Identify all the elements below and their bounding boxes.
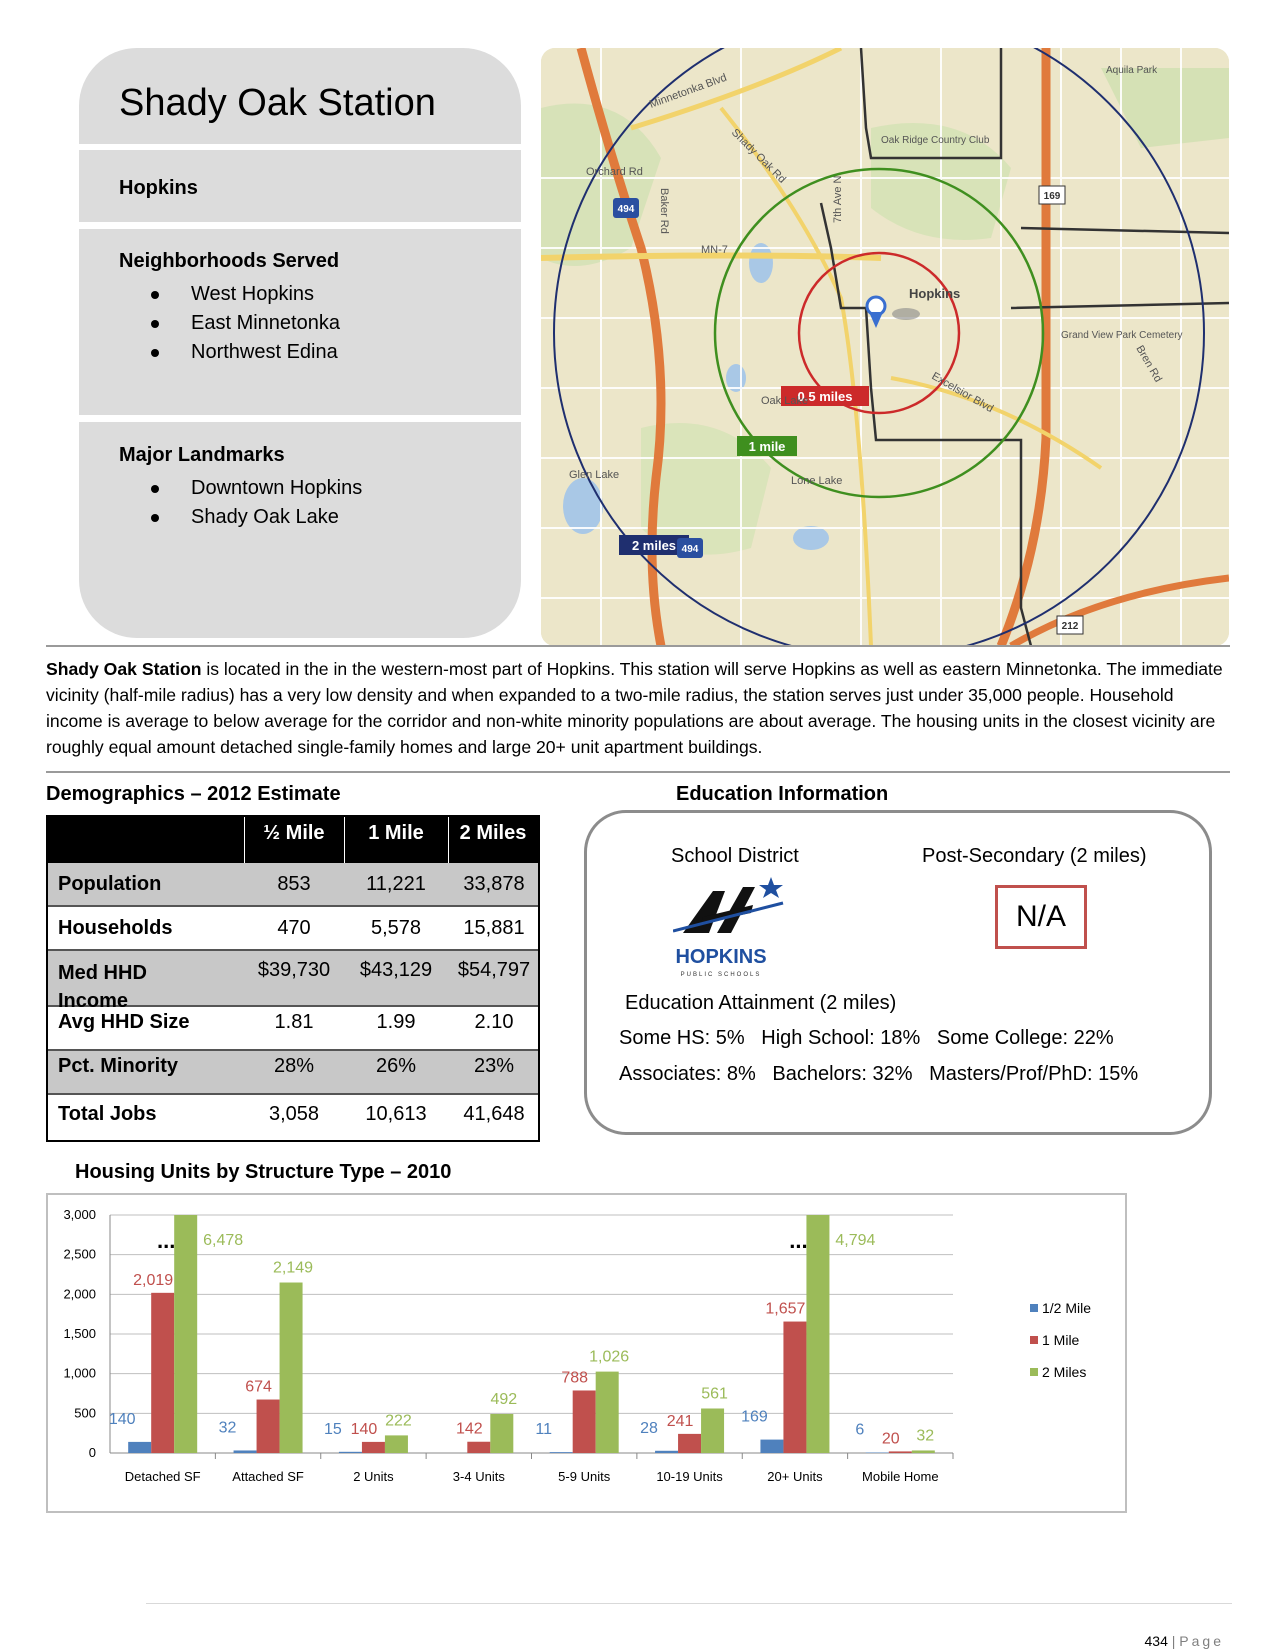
data-label: 32 [218, 1419, 237, 1437]
baker-rd-map-label: Baker Rd [658, 188, 670, 234]
table-cell: 10,613 [365, 1103, 427, 1125]
y-tick-label: 1,500 [63, 1326, 96, 1341]
truncation-marker: ... [157, 1228, 176, 1253]
table-cell: 1.99 [376, 1011, 416, 1033]
x-tick-label: Mobile Home [862, 1469, 939, 1484]
data-label: 561 [701, 1385, 728, 1403]
hopkins-map-label: Hopkins [909, 286, 961, 301]
lake [563, 478, 603, 534]
table-header [48, 817, 538, 863]
chart-bar [701, 1408, 724, 1453]
hopkins-logo-icon [673, 873, 793, 983]
legend-swatch [1030, 1304, 1038, 1312]
housing-units-chart [48, 1195, 1125, 1511]
bullet-icon [151, 514, 159, 522]
row-label: Pct. Minority [58, 1055, 179, 1077]
education-title: Education Information [676, 783, 889, 805]
x-tick-label: Detached SF [124, 1469, 201, 1484]
i494-shield-label-south: 494 [681, 544, 699, 555]
row-label: Avg HHD Size [58, 1011, 190, 1033]
table-cell: 3,058 [268, 1103, 320, 1125]
data-label: 674 [245, 1378, 272, 1396]
chart-bar [783, 1322, 806, 1453]
data-label: 241 [666, 1412, 694, 1430]
grand-view-map-label: Grand View Park Cemetery [1061, 330, 1183, 341]
data-label: 142 [455, 1420, 483, 1438]
chart-bar [678, 1434, 701, 1453]
data-label: 4,794 [835, 1232, 876, 1249]
table-row [48, 951, 538, 1012]
station-info-panel [79, 48, 521, 638]
y-tick-label: 2,000 [63, 1286, 96, 1302]
y-tick-label: 500 [74, 1405, 96, 1421]
table-cell: 28% [273, 1055, 315, 1077]
post-secondary-value: N/A [995, 885, 1087, 949]
y-tick-label: 0 [88, 1445, 96, 1460]
data-label: 2,149 [273, 1259, 314, 1277]
row-label: Total Jobs [58, 1103, 157, 1125]
chart-bar [280, 1283, 303, 1453]
chart-title: Housing Units by Structure Type – 2010 [75, 1161, 452, 1183]
hopkins-schools-logo [673, 873, 793, 983]
divider [46, 771, 1230, 773]
divider [46, 645, 1230, 647]
bullet-icon [151, 291, 159, 299]
data-label: 28 [640, 1419, 658, 1437]
data-label: 15 [324, 1420, 342, 1438]
attainment-title: Education Attainment (2 miles) [625, 992, 897, 1014]
table-cell: $54,797 [457, 959, 531, 981]
chart-bar [912, 1450, 935, 1453]
legend-label: 1/2 Mile [1042, 1300, 1092, 1316]
page-footer [1145, 1633, 1224, 1649]
x-tick-label: 3-4 Units [452, 1469, 505, 1484]
school-district-label: School District [671, 845, 799, 867]
orchard-map-label: Orchard Rd [586, 166, 643, 178]
data-label: 2,019 [133, 1271, 174, 1289]
table-cell: 853 [277, 873, 311, 895]
footer-separator: | [1171, 1633, 1176, 1649]
lake [793, 526, 829, 550]
landmarks-heading: Major Landmarks [119, 444, 285, 466]
table-cell: 11,221 [366, 873, 426, 895]
data-label: 1,657 [765, 1300, 806, 1318]
list-item: Downtown Hopkins [151, 474, 362, 503]
table-cell: 470 [277, 917, 311, 939]
logo-subtext: PUBLIC SCHOOLS [680, 972, 762, 978]
table-cell: 26% [375, 1055, 417, 1077]
chart-bar [573, 1390, 596, 1453]
x-tick-label: 10-19 Units [656, 1469, 723, 1484]
half-mile-label: 0.5 miles [797, 389, 853, 404]
chart-bar [655, 1451, 678, 1453]
x-tick-label: Attached SF [232, 1469, 304, 1484]
bullet-icon [151, 349, 159, 357]
table-row [48, 1051, 538, 1095]
x-tick-label: 5-9 Units [558, 1469, 611, 1484]
description-lead: Shady Oak Station [46, 659, 202, 679]
legend-label: 1 Mile [1042, 1332, 1080, 1348]
row-label: Households [58, 917, 173, 939]
chart-bar [128, 1442, 151, 1453]
oak-lake-map-label: Oak Lake [761, 395, 809, 407]
data-label: 1,026 [589, 1348, 630, 1366]
chart-bar [889, 1451, 912, 1453]
chart-bar [362, 1442, 385, 1453]
y-tick-label: 2,500 [63, 1246, 96, 1262]
excelsior-map-label: Excelsior Blvd [929, 370, 996, 416]
description-body: is located in the in the western-most part of Hopkins. This station will serve Hopkins as well as eastern Minnetonka. The immediate vicinity (half-mile radius) has a very low density and when expanded to a two-mile radius, the station serves just under 35,000 people. Household income is average to below average for the corridor and non-white minority populations are about average. The housing units in the closest vicinity are roughly equal amount detached single-family homes and large 20+ unit apartment buildings. [46, 659, 1223, 757]
landmarks-list [151, 474, 362, 532]
column-header: 2 Miles [459, 822, 527, 844]
table-cell: 5,578 [370, 917, 422, 939]
row-label: Population [58, 873, 162, 895]
row-label: Med HHD Income [58, 962, 147, 1012]
us169-shield-label: 169 [1043, 191, 1061, 202]
city-name: Hopkins [119, 177, 198, 199]
column-divider [448, 817, 449, 863]
data-label: 140 [350, 1420, 378, 1438]
data-label: 32 [916, 1427, 935, 1445]
table-cell: 23% [473, 1055, 515, 1077]
list-item: West Hopkins [151, 280, 340, 309]
title-box [79, 48, 521, 144]
station-title: Shady Oak Station [119, 82, 436, 124]
table-cell: 41,648 [463, 1103, 525, 1125]
chart-bar [174, 1215, 197, 1453]
list-item: Northwest Edina [151, 338, 340, 367]
truncation-marker: ... [789, 1228, 808, 1253]
chart-bar [490, 1414, 513, 1453]
column-header: ½ Mile [263, 822, 325, 844]
education-box [584, 810, 1212, 1135]
mn7-map-label: MN-7 [701, 244, 728, 256]
chart-bar [151, 1293, 174, 1453]
attainment-line-1: Some HS: 5% High School: 18% Some College: 22% [619, 1027, 1114, 1049]
data-label: 492 [490, 1390, 518, 1408]
page-word: Page [1179, 1633, 1224, 1649]
table-cell: 33,878 [463, 873, 525, 895]
attainment-line-2: Associates: 8% Bachelors: 32% Masters/Prof/PhD: 15% [619, 1063, 1139, 1085]
data-label: 788 [561, 1369, 589, 1387]
x-tick-label: 20+ Units [767, 1469, 823, 1484]
page-number: 434 [1144, 1633, 1168, 1649]
chart-bar [596, 1372, 619, 1453]
table-cell: 15,881 [463, 917, 525, 939]
x-tick-label: 2 Units [353, 1469, 394, 1484]
housing-chart-frame [46, 1193, 1127, 1513]
table-cell: $43,129 [359, 959, 433, 981]
data-label: 222 [385, 1412, 412, 1430]
demographics-table [46, 815, 540, 1142]
shady-oak-rd-map-label: Shady Oak Rd [728, 126, 788, 186]
bullet-icon [151, 485, 159, 493]
table-row [48, 1095, 538, 1140]
chart-bar [234, 1450, 257, 1453]
list-item: East Minnetonka [151, 309, 340, 338]
landmarks-box [79, 422, 521, 638]
oak-ridge-map-label: Oak Ridge Country Club [881, 135, 990, 146]
seventh-ave-map-label: 7th Ave N [832, 175, 844, 223]
table-cell: $39,730 [257, 959, 331, 981]
neighborhoods-box [79, 229, 521, 415]
bullet-icon [151, 320, 159, 328]
aquila-map-label: Aquila Park [1106, 65, 1158, 76]
column-divider [244, 817, 245, 863]
chart-bar [339, 1452, 362, 1453]
legend-swatch [1030, 1368, 1038, 1376]
i494-shield-label: 494 [617, 204, 635, 215]
chart-bar [550, 1452, 573, 1453]
hwy212-shield-label: 212 [1061, 621, 1079, 632]
station-description [46, 656, 1226, 760]
data-label: 11 [535, 1421, 552, 1439]
post-secondary-label: Post-Secondary (2 miles) [922, 845, 1147, 867]
station-area-map [541, 48, 1229, 646]
table-row [48, 1007, 538, 1051]
demographics-title: Demographics – 2012 Estimate [46, 783, 341, 805]
data-label: 140 [108, 1410, 136, 1428]
table-cell: 1.81 [274, 1011, 314, 1033]
data-label: 20 [881, 1430, 900, 1448]
city-box [79, 150, 521, 222]
y-tick-label: 1,000 [63, 1365, 96, 1381]
chart-bar [257, 1400, 280, 1453]
glen-lake-map-label: Glen Lake [569, 469, 620, 481]
y-tick-label: 3,000 [63, 1207, 96, 1222]
legend-swatch [1030, 1336, 1038, 1344]
data-label: 6,478 [203, 1232, 244, 1249]
table-row [48, 907, 538, 951]
column-header: 1 Mile [368, 822, 424, 844]
chart-bar [760, 1440, 783, 1453]
neighborhoods-heading: Neighborhoods Served [119, 250, 340, 272]
one-mile-label: 1 mile [748, 439, 786, 454]
map-graphic [541, 48, 1229, 646]
chart-bar [385, 1435, 408, 1453]
neighborhoods-list [151, 280, 340, 367]
table-cell: 2.10 [474, 1011, 514, 1033]
bren-rd-map-label: Bren Rd [1133, 343, 1164, 385]
table-row [48, 863, 538, 907]
footer-divider [146, 1603, 1232, 1604]
column-divider [344, 817, 345, 863]
minnetonka-map-label: Minnetonka Blvd [647, 71, 729, 111]
chart-bar [806, 1215, 829, 1453]
two-miles-label: 2 miles [631, 538, 677, 553]
data-label: 169 [741, 1408, 768, 1426]
lone-lake-map-label: Lone Lake [791, 475, 843, 487]
data-label: 6 [855, 1421, 865, 1439]
legend-label: 2 Miles [1042, 1364, 1087, 1380]
list-item: Shady Oak Lake [151, 503, 362, 532]
logo-text: HOPKINS [675, 946, 767, 968]
chart-bar [467, 1442, 490, 1453]
